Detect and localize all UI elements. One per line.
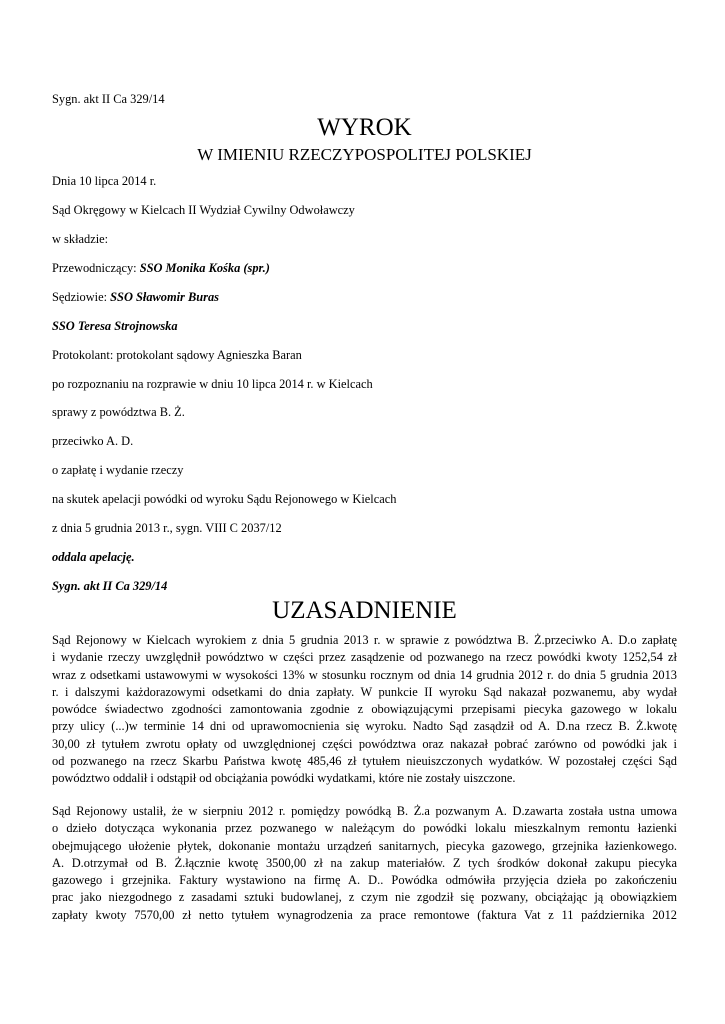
case-parties-line: sprawy z powództwa B. Ż. (52, 405, 185, 419)
composition-label: w składzie: (52, 232, 109, 246)
verdict: oddala apelację. (52, 550, 135, 564)
paragraph-line: prac jako niezgodnego z zasadami sztuki budowlanej, z czym nie zgodził się pozwany, obciążając ją obowiązkiem (52, 890, 677, 905)
presiding-label: Przewodniczący: (52, 261, 140, 275)
hearing-line: po rozpoznaniu na rozprawie w dniu 10 lipca 2014 r. w Kielcach (52, 377, 373, 391)
defendant-line: przeciwko A. D. (52, 434, 134, 448)
judgment-title: WYROK (317, 114, 412, 141)
paragraph-line: od pozwanego na rzecz Skarbu Państwa kwotę 485,46 zł tytułem nieuiszczonych wydatków. W pozostałej części Sąd (52, 754, 677, 769)
appeal-date-line: z dnia 5 grudnia 2013 r., sygn. VIII C 2037/12 (52, 521, 282, 535)
court-name: Sąd Okręgowy w Kielcach II Wydział Cywilny Odwoławczy (52, 203, 355, 217)
justification-paragraph-1 (52, 632, 677, 788)
presiding-judge-name: SSO Monika Kośka (spr.) (139, 261, 270, 275)
paragraph-line: Sąd Rejonowy ustalił, że w sierpniu 2012 r. pomiędzy powódką B. Ż.a pozwanym A. D.zawarta została ustna umowa (52, 804, 677, 818)
clerk-line: Protokolant: protokolant sądowy Agnieszka Baran (52, 348, 302, 362)
judge-name-1: SSO Sławomir Buras (110, 290, 219, 304)
paragraph-line: wraz z odsetkami ustawowymi w wysokości 13% w stosunku rocznym od dnia 14 grudnia 2012 r. do dnia 5 grudnia 2013 (52, 667, 677, 682)
paragraph-line: powództwo oddalił i odstąpił od obciążania powódki wydatkami, które nie zostały uiszczone. (52, 771, 516, 786)
paragraph-line: o dzieło dotycząca wykonania przez pozwanego w należącym do powódki lokalu mieszkalnym remontu łazienki (52, 821, 677, 836)
paragraph-line: powódce świadectwo zgodności zamontowania zgodnie z obowiązującymi przepisami piecyka gazowego w lokalu (52, 702, 677, 717)
paragraph-line: i wydanie rzeczy uwzględnił powództwo w części przez zasądzenie od pozwanego na rzecz powódki kwoty 1252,54 zł (52, 650, 677, 665)
case-subject-line: o zapłatę i wydanie rzeczy (52, 463, 184, 477)
paragraph-line: przy ulicy (...)w terminie 14 dni od uprawomocnienia się wyroku. Nadto Sąd zasądził od A. D.na rzecz B. Ż.kwotę (52, 719, 677, 734)
presiding-judge-line (52, 261, 270, 276)
judges-label: Sędziowie: (52, 290, 111, 304)
justification-paragraph-2 (52, 803, 677, 924)
appeal-line: na skutek apelacji powódki od wyroku Sądu Rejonowego w Kielcach (52, 492, 397, 506)
paragraph-line: Sąd Rejonowy w Kielcach wyrokiem z dnia 5 grudnia 2013 r. w sprawie z powództwa B. Ż.przeciwko A. D.o zapłatę (52, 633, 677, 647)
judges-line (52, 290, 219, 305)
paragraph-line: zapłaty kwoty 7570,00 zł netto tytułem wynagrodzenia za prace remontowe (faktura Vat z 11 października 2012 (52, 907, 677, 922)
judgment-date: Dnia 10 lipca 2014 r. (52, 174, 157, 188)
paragraph-line: gazowego i grzejnika. Faktury wystawiono na firmę A. D.. Powódka odmówiła przyjęcia dzieła po zakończeniu (52, 873, 677, 888)
justification-title: UZASADNIENIE (272, 597, 457, 624)
paragraph-line: obejmującego ułożenie płytek, dokonanie montażu urządzeń sanitarnych, piecyka gazowego, grzejnika łazienkowego. (52, 838, 677, 853)
judge-name-2: SSO Teresa Strojnowska (52, 319, 178, 333)
paragraph-line: 30,00 zł tytułem zwrotu opłaty od uwzględnionej części powództwa oraz nakazał pobrać zarówno od powódki jak i (52, 736, 677, 751)
case-signature-bottom: Sygn. akt II Ca 329/14 (52, 579, 168, 593)
case-signature-top: Sygn. akt II Ca 329/14 (52, 92, 165, 106)
paragraph-line: A. D.otrzymał od B. Ż.łącznie kwotę 3500,00 zł na zakup materiałów. Z tych środków dokonał zakupu piecyka (52, 855, 677, 870)
paragraph-line: r. i dalszymi każdorazowymi odsetkami do dnia zapłaty. W punkcie II wyroku Sąd nakazał pozwanemu, aby wydał (52, 684, 677, 699)
judgment-subtitle: W IMIENIU RZECZYPOSPOLITEJ POLSKIEJ (197, 145, 532, 164)
